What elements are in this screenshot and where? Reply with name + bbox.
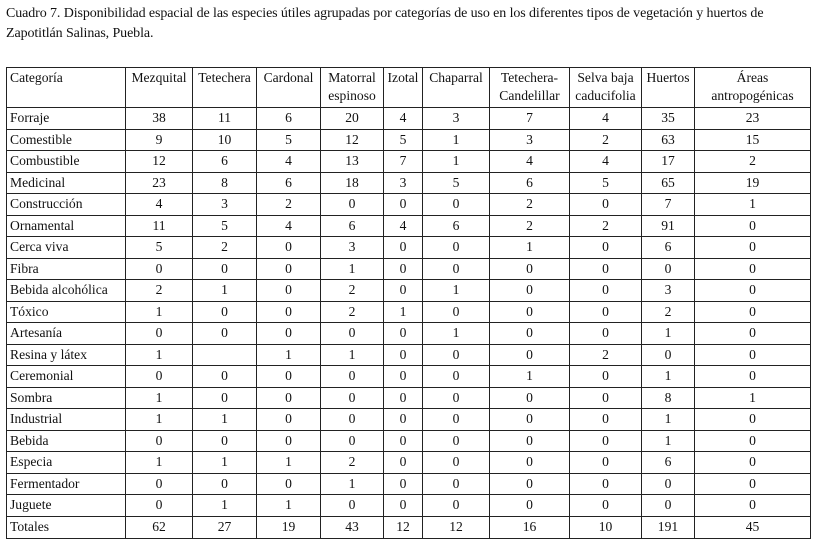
value-cell: 1 — [126, 452, 193, 474]
value-cell: 0 — [423, 452, 490, 474]
category-cell: Especia — [7, 452, 126, 474]
value-cell: 0 — [695, 495, 811, 517]
value-cell: 0 — [384, 495, 423, 517]
value-cell: 0 — [193, 387, 257, 409]
value-cell: 1 — [126, 344, 193, 366]
table-row — [7, 215, 811, 237]
category-cell: Sombra — [7, 387, 126, 409]
column-header — [257, 68, 321, 108]
category-cell: Medicinal — [7, 172, 126, 194]
value-cell: 0 — [423, 258, 490, 280]
value-cell: 3 — [384, 172, 423, 194]
value-cell: 0 — [384, 452, 423, 474]
value-cell: 5 — [384, 129, 423, 151]
value-cell: 0 — [257, 473, 321, 495]
value-cell: 0 — [321, 387, 384, 409]
value-cell: 0 — [642, 258, 695, 280]
value-cell: 1 — [642, 430, 695, 452]
value-cell: 6 — [257, 172, 321, 194]
header-row — [7, 68, 811, 108]
value-cell: 2 — [321, 452, 384, 474]
header-line: antropogénicas — [711, 88, 794, 103]
category-cell: Juguete — [7, 495, 126, 517]
value-cell: 65 — [642, 172, 695, 194]
value-cell: 1 — [321, 473, 384, 495]
value-cell: 2 — [642, 301, 695, 323]
column-header — [193, 68, 257, 108]
value-cell: 23 — [126, 172, 193, 194]
table-row — [7, 172, 811, 194]
column-header — [490, 68, 570, 108]
value-cell: 0 — [193, 323, 257, 345]
total-cell: 45 — [695, 516, 811, 538]
value-cell: 5 — [126, 237, 193, 259]
value-cell: 0 — [695, 344, 811, 366]
value-cell: 0 — [384, 430, 423, 452]
column-header — [570, 68, 642, 108]
value-cell: 1 — [257, 344, 321, 366]
value-cell: 0 — [570, 194, 642, 216]
value-cell: 0 — [257, 280, 321, 302]
value-cell — [193, 344, 257, 366]
table-row — [7, 344, 811, 366]
value-cell: 0 — [384, 387, 423, 409]
value-cell: 1 — [642, 409, 695, 431]
value-cell: 1 — [423, 280, 490, 302]
value-cell: 1 — [642, 323, 695, 345]
value-cell: 4 — [570, 108, 642, 130]
value-cell: 0 — [642, 344, 695, 366]
value-cell: 0 — [193, 366, 257, 388]
value-cell: 0 — [695, 452, 811, 474]
header-line: Cardonal — [263, 70, 314, 85]
header-line: Categoría — [10, 70, 63, 85]
value-cell: 0 — [126, 473, 193, 495]
value-cell: 0 — [321, 194, 384, 216]
value-cell: 0 — [321, 430, 384, 452]
value-cell: 0 — [695, 215, 811, 237]
value-cell: 0 — [193, 301, 257, 323]
value-cell: 0 — [642, 473, 695, 495]
value-cell: 0 — [490, 452, 570, 474]
value-cell: 0 — [490, 473, 570, 495]
value-cell: 5 — [423, 172, 490, 194]
table-row — [7, 108, 811, 130]
value-cell: 23 — [695, 108, 811, 130]
value-cell: 0 — [570, 495, 642, 517]
value-cell: 2 — [321, 280, 384, 302]
category-cell: Ornamental — [7, 215, 126, 237]
value-cell: 1 — [695, 194, 811, 216]
value-cell: 6 — [642, 452, 695, 474]
value-cell: 0 — [423, 495, 490, 517]
value-cell: 0 — [384, 258, 423, 280]
value-cell: 3 — [321, 237, 384, 259]
value-cell: 0 — [423, 237, 490, 259]
table-row — [7, 237, 811, 259]
table-row — [7, 194, 811, 216]
value-cell: 6 — [193, 151, 257, 173]
value-cell: 0 — [570, 473, 642, 495]
total-cell: 19 — [257, 516, 321, 538]
totals-row — [7, 516, 811, 538]
header-line: Tetechera- — [500, 70, 559, 85]
value-cell: 0 — [695, 366, 811, 388]
value-cell: 1 — [193, 409, 257, 431]
value-cell: 0 — [126, 323, 193, 345]
value-cell: 2 — [695, 151, 811, 173]
value-cell: 2 — [490, 215, 570, 237]
value-cell: 20 — [321, 108, 384, 130]
species-availability-table — [6, 67, 811, 539]
value-cell: 4 — [490, 151, 570, 173]
header-line: Matorral — [328, 70, 376, 85]
value-cell: 1 — [193, 495, 257, 517]
value-cell: 0 — [384, 409, 423, 431]
total-cell: 62 — [126, 516, 193, 538]
value-cell: 0 — [384, 237, 423, 259]
category-cell: Bebida alcohólica — [7, 280, 126, 302]
table-row — [7, 258, 811, 280]
value-cell: 0 — [570, 409, 642, 431]
category-cell: Comestible — [7, 129, 126, 151]
header-line: Huertos — [646, 70, 690, 85]
value-cell: 0 — [257, 387, 321, 409]
value-cell: 0 — [193, 473, 257, 495]
value-cell: 2 — [193, 237, 257, 259]
column-header — [695, 68, 811, 108]
column-header — [384, 68, 423, 108]
value-cell: 2 — [570, 344, 642, 366]
header-line: Tetechera — [198, 70, 251, 85]
total-cell: 10 — [570, 516, 642, 538]
category-cell: Forraje — [7, 108, 126, 130]
column-header — [321, 68, 384, 108]
header-line: Izotal — [387, 70, 419, 85]
value-cell: 0 — [695, 258, 811, 280]
value-cell: 5 — [193, 215, 257, 237]
value-cell: 0 — [423, 194, 490, 216]
value-cell: 0 — [695, 323, 811, 345]
value-cell: 0 — [570, 366, 642, 388]
value-cell: 0 — [126, 430, 193, 452]
value-cell: 0 — [257, 323, 321, 345]
value-cell: 0 — [695, 430, 811, 452]
value-cell: 0 — [257, 237, 321, 259]
category-cell: Artesanía — [7, 323, 126, 345]
table-body — [7, 108, 811, 539]
value-cell: 0 — [423, 409, 490, 431]
value-cell: 0 — [126, 258, 193, 280]
value-cell: 0 — [321, 366, 384, 388]
value-cell: 0 — [423, 344, 490, 366]
value-cell: 0 — [193, 258, 257, 280]
value-cell: 0 — [695, 409, 811, 431]
value-cell: 0 — [570, 323, 642, 345]
table-row — [7, 301, 811, 323]
total-cell: 43 — [321, 516, 384, 538]
value-cell: 4 — [570, 151, 642, 173]
category-cell: Tóxico — [7, 301, 126, 323]
value-cell: 0 — [384, 280, 423, 302]
value-cell: 63 — [642, 129, 695, 151]
value-cell: 0 — [423, 473, 490, 495]
value-cell: 0 — [423, 301, 490, 323]
value-cell: 4 — [257, 215, 321, 237]
value-cell: 2 — [490, 194, 570, 216]
header-line: Selva baja — [577, 70, 634, 85]
value-cell: 2 — [570, 215, 642, 237]
value-cell: 0 — [423, 430, 490, 452]
value-cell: 0 — [321, 323, 384, 345]
value-cell: 0 — [570, 280, 642, 302]
value-cell: 4 — [126, 194, 193, 216]
value-cell: 0 — [384, 366, 423, 388]
value-cell: 35 — [642, 108, 695, 130]
value-cell: 0 — [490, 323, 570, 345]
value-cell: 0 — [695, 301, 811, 323]
value-cell: 1 — [423, 129, 490, 151]
value-cell: 13 — [321, 151, 384, 173]
value-cell: 1 — [642, 366, 695, 388]
value-cell: 2 — [321, 301, 384, 323]
value-cell: 0 — [490, 409, 570, 431]
column-header — [642, 68, 695, 108]
value-cell: 7 — [642, 194, 695, 216]
value-cell: 0 — [490, 387, 570, 409]
value-cell: 19 — [695, 172, 811, 194]
header-line: Candelillar — [499, 88, 560, 103]
value-cell: 2 — [126, 280, 193, 302]
value-cell: 1 — [257, 495, 321, 517]
value-cell: 38 — [126, 108, 193, 130]
value-cell: 3 — [490, 129, 570, 151]
total-cell: 12 — [423, 516, 490, 538]
total-cell: 191 — [642, 516, 695, 538]
category-cell: Combustible — [7, 151, 126, 173]
value-cell: 6 — [321, 215, 384, 237]
value-cell: 7 — [384, 151, 423, 173]
header-line: Mezquital — [131, 70, 187, 85]
totals-label: Totales — [7, 516, 126, 538]
value-cell: 6 — [423, 215, 490, 237]
value-cell: 0 — [257, 409, 321, 431]
value-cell: 0 — [490, 258, 570, 280]
value-cell: 0 — [384, 323, 423, 345]
value-cell: 0 — [490, 430, 570, 452]
value-cell: 1 — [193, 452, 257, 474]
value-cell: 11 — [126, 215, 193, 237]
value-cell: 1 — [384, 301, 423, 323]
value-cell: 17 — [642, 151, 695, 173]
value-cell: 0 — [490, 344, 570, 366]
value-cell: 91 — [642, 215, 695, 237]
value-cell: 4 — [384, 108, 423, 130]
value-cell: 15 — [695, 129, 811, 151]
value-cell: 0 — [570, 430, 642, 452]
value-cell: 0 — [384, 473, 423, 495]
value-cell: 8 — [193, 172, 257, 194]
value-cell: 2 — [257, 194, 321, 216]
value-cell: 3 — [193, 194, 257, 216]
value-cell: 1 — [490, 366, 570, 388]
category-cell: Cerca viva — [7, 237, 126, 259]
column-header — [423, 68, 490, 108]
table-row — [7, 151, 811, 173]
table-row — [7, 409, 811, 431]
header-line: espinoso — [328, 88, 376, 103]
total-cell: 27 — [193, 516, 257, 538]
column-header-category — [7, 68, 126, 108]
value-cell: 0 — [257, 366, 321, 388]
value-cell: 11 — [193, 108, 257, 130]
value-cell: 0 — [257, 301, 321, 323]
value-cell: 1 — [321, 258, 384, 280]
value-cell: 6 — [257, 108, 321, 130]
category-cell: Resina y látex — [7, 344, 126, 366]
value-cell: 1 — [193, 280, 257, 302]
value-cell: 1 — [126, 301, 193, 323]
value-cell: 0 — [570, 387, 642, 409]
value-cell: 5 — [570, 172, 642, 194]
value-cell: 4 — [257, 151, 321, 173]
category-cell: Ceremonial — [7, 366, 126, 388]
value-cell: 0 — [384, 344, 423, 366]
value-cell: 1 — [423, 323, 490, 345]
table-row — [7, 452, 811, 474]
value-cell: 0 — [321, 409, 384, 431]
value-cell: 0 — [695, 237, 811, 259]
value-cell: 1 — [490, 237, 570, 259]
value-cell: 12 — [126, 151, 193, 173]
table-caption: Cuadro 7. Disponibilidad espacial de las especies útiles agrupadas por categorías de uso en los diferentes tipos de vegetación y huertos de Zapotitlán Salinas, Puebla. — [6, 6, 764, 41]
table-row — [7, 129, 811, 151]
header-line: Áreas — [736, 70, 769, 85]
table-row — [7, 387, 811, 409]
value-cell: 0 — [642, 495, 695, 517]
value-cell: 6 — [642, 237, 695, 259]
table-row — [7, 366, 811, 388]
table-row — [7, 323, 811, 345]
value-cell: 4 — [384, 215, 423, 237]
value-cell: 0 — [490, 280, 570, 302]
value-cell: 12 — [321, 129, 384, 151]
category-cell: Construcción — [7, 194, 126, 216]
value-cell: 0 — [321, 495, 384, 517]
value-cell: 0 — [193, 430, 257, 452]
value-cell: 1 — [126, 409, 193, 431]
header-line: caducifolia — [575, 88, 636, 103]
value-cell: 3 — [423, 108, 490, 130]
category-cell: Industrial — [7, 409, 126, 431]
value-cell: 1 — [257, 452, 321, 474]
value-cell: 7 — [490, 108, 570, 130]
value-cell: 0 — [490, 301, 570, 323]
value-cell: 0 — [695, 280, 811, 302]
value-cell: 0 — [570, 301, 642, 323]
value-cell: 6 — [490, 172, 570, 194]
value-cell: 0 — [126, 366, 193, 388]
value-cell: 0 — [423, 387, 490, 409]
value-cell: 0 — [423, 366, 490, 388]
value-cell: 8 — [642, 387, 695, 409]
value-cell: 0 — [570, 237, 642, 259]
header-line: Chaparral — [429, 70, 483, 85]
value-cell: 10 — [193, 129, 257, 151]
value-cell: 0 — [257, 430, 321, 452]
value-cell: 9 — [126, 129, 193, 151]
table-row — [7, 280, 811, 302]
column-header — [126, 68, 193, 108]
value-cell: 1 — [423, 151, 490, 173]
value-cell: 1 — [695, 387, 811, 409]
value-cell: 0 — [126, 495, 193, 517]
table-row — [7, 495, 811, 517]
value-cell: 5 — [257, 129, 321, 151]
value-cell: 0 — [570, 258, 642, 280]
category-cell: Bebida — [7, 430, 126, 452]
value-cell: 1 — [126, 387, 193, 409]
value-cell: 18 — [321, 172, 384, 194]
category-cell: Fermentador — [7, 473, 126, 495]
value-cell: 0 — [384, 194, 423, 216]
table-row — [7, 430, 811, 452]
value-cell: 0 — [257, 258, 321, 280]
category-cell: Fibra — [7, 258, 126, 280]
total-cell: 16 — [490, 516, 570, 538]
value-cell: 1 — [321, 344, 384, 366]
table-row — [7, 473, 811, 495]
value-cell: 0 — [490, 495, 570, 517]
value-cell: 0 — [570, 452, 642, 474]
value-cell: 3 — [642, 280, 695, 302]
total-cell: 12 — [384, 516, 423, 538]
value-cell: 2 — [570, 129, 642, 151]
value-cell: 0 — [695, 473, 811, 495]
